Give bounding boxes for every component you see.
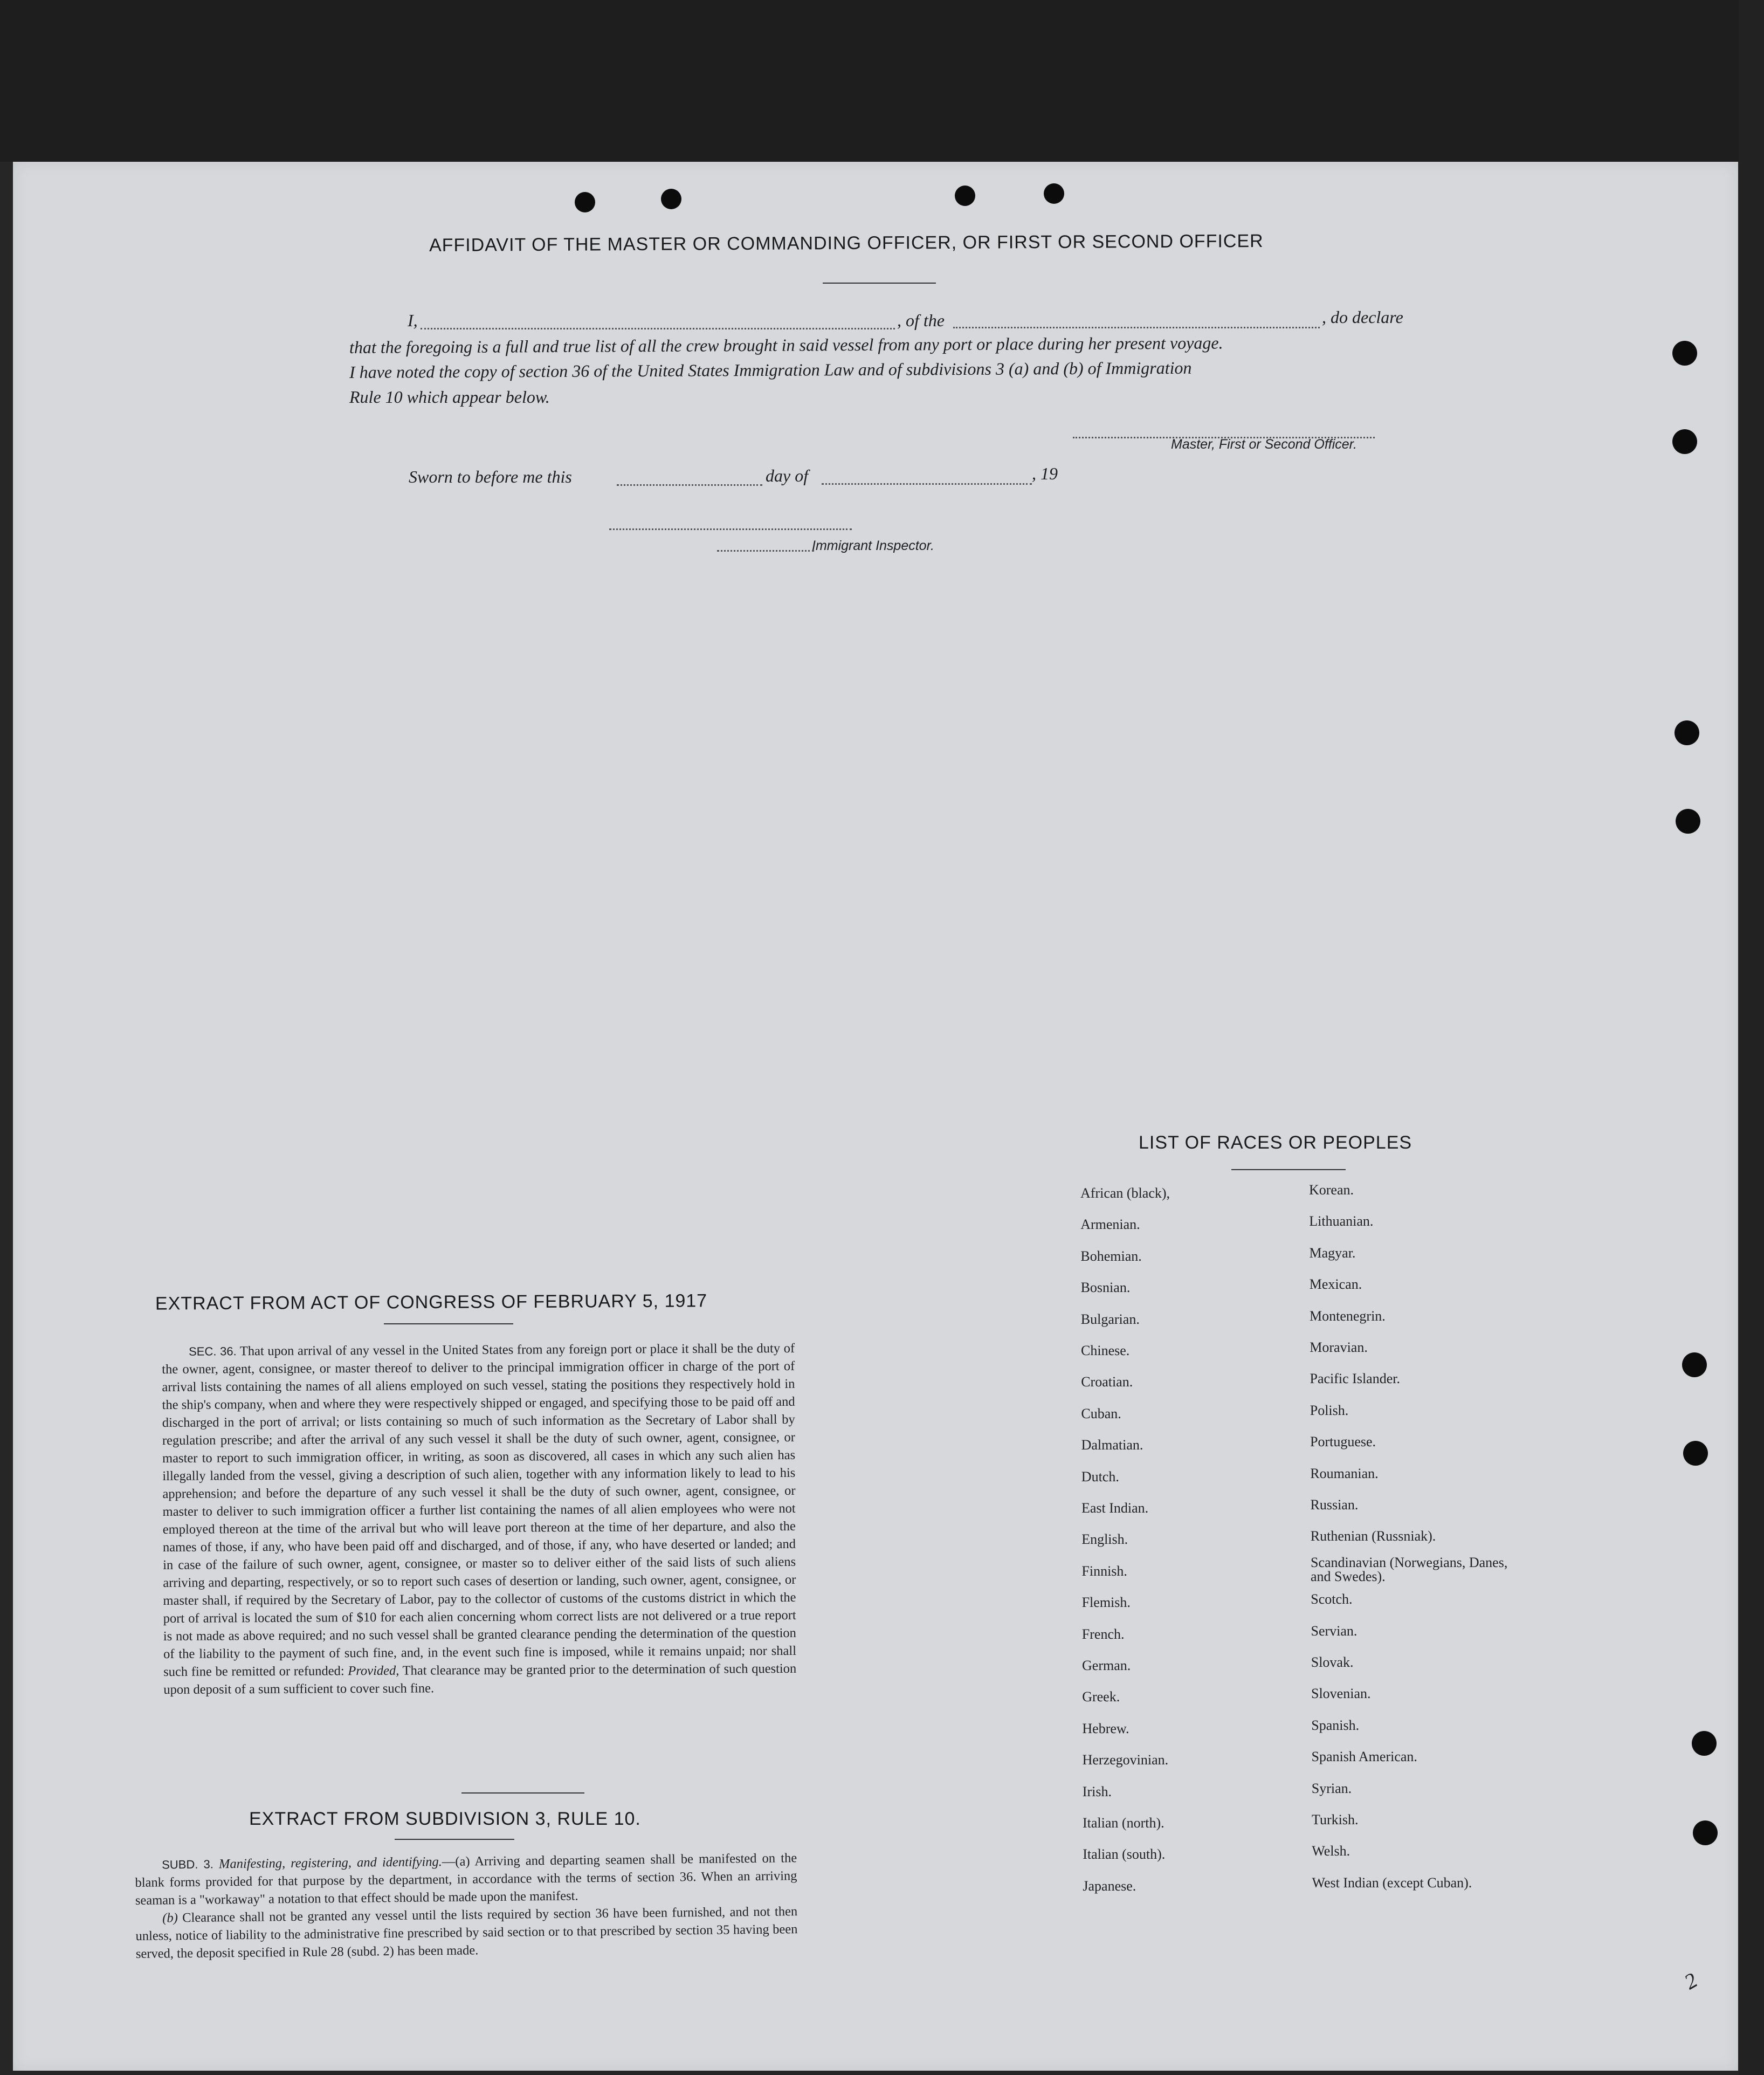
section-36-text <box>162 1339 796 1699</box>
provided-label: Provided, <box>348 1663 399 1679</box>
punch-hole <box>1672 341 1697 366</box>
section-label: SEC. 36. <box>189 1344 237 1358</box>
act-extract-title: EXTRACT FROM ACT OF CONGRESS OF FEBRUARY 5, 1917 <box>155 1290 708 1314</box>
punch-hole <box>1044 183 1064 204</box>
race-item: Finnish. <box>1081 1563 1127 1579</box>
act-extract-rule <box>384 1323 513 1324</box>
affidavit-body-line: Rule 10 which appear below. <box>349 387 550 407</box>
punch-hole <box>1676 809 1700 834</box>
inspector-signature-line <box>717 550 814 552</box>
subdivision-3-text <box>135 1849 798 1963</box>
act-extract-bottom-rule <box>461 1792 584 1794</box>
race-item: Welsh. <box>1312 1843 1350 1859</box>
subd-b-label: (b) <box>162 1911 178 1926</box>
race-item: Spanish American. <box>1311 1749 1417 1765</box>
race-item: Mexican. <box>1309 1276 1362 1293</box>
race-item: Dalmatian. <box>1081 1437 1143 1453</box>
race-item: Ruthenian (Russniak). <box>1310 1528 1436 1544</box>
affidavit-body-line: I have noted the copy of section 36 of the United States Immigration Law and of subdivisions 3 (a) and (b) of Immigration <box>349 358 1192 382</box>
punch-hole <box>661 189 681 209</box>
race-item: Scotch. <box>1311 1591 1353 1607</box>
race-item: Turkish. <box>1312 1812 1359 1827</box>
race-item: Greek. <box>1082 1689 1120 1705</box>
punch-hole <box>1692 1731 1717 1756</box>
punch-hole <box>955 185 975 206</box>
race-item: Servian. <box>1311 1623 1358 1639</box>
provided-body: That clearance may be granted prior to the determination of such question upon deposit of a sum sufficient to cover such fine. <box>163 1661 797 1697</box>
handwritten-page-mark: 2 <box>1680 1968 1701 1994</box>
race-item: Hebrew. <box>1082 1720 1129 1736</box>
punch-hole <box>1682 1352 1707 1377</box>
race-item: Slovenian. <box>1311 1686 1371 1702</box>
race-item: West Indian (except Cuban). <box>1312 1874 1472 1891</box>
race-item: German. <box>1082 1658 1131 1673</box>
race-item: Irish. <box>1082 1783 1112 1799</box>
race-item: Slovak. <box>1311 1654 1354 1670</box>
affidavit-title: AFFIDAVIT OF THE MASTER OR COMMANDING OFFICER, OR FIRST OR SECOND OFFICER <box>429 230 1264 256</box>
sworn-day-of: day of <box>766 466 809 485</box>
race-item: Italian (south). <box>1083 1846 1166 1863</box>
race-item: Chinese. <box>1081 1343 1130 1358</box>
race-item: Moravian. <box>1310 1339 1368 1355</box>
vessel-blank <box>953 327 1320 328</box>
race-item: Italian (north). <box>1083 1815 1164 1831</box>
race-item: East Indian. <box>1081 1500 1149 1516</box>
race-item: African (black), <box>1080 1185 1170 1201</box>
inspector-signature-line <box>609 528 852 530</box>
subd-b-body: Clearance shall not be granted any vessel until the lists required by section 36 have been furnished, and not then unless, notice of liability to the administrative fine prescribed by said section or to that prescribed by section 35 having been served, the deposit specified in Rule 28 (subd. 2) has been made. <box>135 1904 798 1961</box>
scan-background-top <box>0 0 1764 162</box>
race-item: Lithuanian. <box>1309 1213 1374 1229</box>
punch-hole <box>1683 1441 1708 1466</box>
sworn-text: Sworn to before me this <box>409 467 572 486</box>
race-item: Syrian. <box>1311 1780 1352 1796</box>
scan-background-right <box>1739 0 1764 2075</box>
race-item: Montenegrin. <box>1310 1308 1386 1324</box>
race-item: Spanish. <box>1311 1717 1360 1733</box>
race-item: Russian. <box>1310 1497 1359 1513</box>
punch-hole <box>575 192 595 212</box>
punch-hole <box>1693 1820 1718 1845</box>
sworn-month-blank <box>822 483 1032 485</box>
race-item: French. <box>1081 1626 1125 1642</box>
inspector-label: Immigrant Inspector. <box>812 538 934 553</box>
section-body: That upon arrival of any vessel in the United States from any foreign port or place it shall be the duty of the owner, agent, consignee, or master thereof to deliver to the principal immigration officer in charge of the port of arrival lists containing the names of all aliens employed on such vessel, stating the positions they respectively hold in the ship's company, when and where they were respectively shipped or engaged, and specifying those to be paid off and discharged in the port of arrival; or lists containing so much of such information as the Secretary of Labor shall by regulation prescribe; and after the arrival of any such vessel it shall be the duty of such owner, agent, consignee, or master to report to such immigration officer, in writing, as soon as discovered, all cases in which any such alien has illegally landed from the vessel, giving a description of such alien, together with any information likely to lead to his apprehension; and before the departure of any such vessel it shall be the duty of such owner, agent, consignee, or master to deliver to such immigration officer a further list containing the names of all alien employees who were not employed thereon at the time of the arrival but who will leave port thereon at the time of her departure, and also the names of those, if any, who have been paid off and discharged, and of those, if any, who have deserted or landed; and in case of the failure of such owner, agent, consignee, or master so to deliver either of the said lists of such aliens arriving and departing, respectively, or so to report such cases of desertion or landing, such owner, agent, consignee, or master shall, if required by the Secretary of Labor, pay to the collector of customs of the customs district in which the port of arrival is located the sum of $10 for each alien concerning whom correct lists are not delivered or a true report is not made as above required; and no such vessel shall be granted clearance pending the determination of the question of the liability to the payment of such fine, and, in the event such fine is imposed, while it remains unpaid; nor shall such fine be remitted or refunded: <box>162 1341 797 1679</box>
declare-i: I, <box>408 311 418 330</box>
subd-heading: Manifesting, registering, and identifying. <box>218 1854 442 1872</box>
race-item: Armenian. <box>1080 1217 1140 1233</box>
race-item: Pacific Islander. <box>1310 1371 1400 1387</box>
race-item: Roumanian. <box>1310 1465 1379 1481</box>
races-title: LIST OF RACES OR PEOPLES <box>1139 1132 1412 1153</box>
document-page <box>13 162 1738 2071</box>
race-item: Flemish. <box>1081 1595 1131 1611</box>
race-item: Cuban. <box>1081 1405 1121 1421</box>
affidavit-body-line: that the foregoing is a full and true list of all the crew brought in said vessel from any port or place during her present voyage. <box>349 333 1223 357</box>
race-item: Croatian. <box>1081 1374 1133 1390</box>
races-title-rule <box>1231 1169 1346 1170</box>
subd-label: SUBD. 3. <box>162 1857 213 1872</box>
declare-text: , do declare <box>1322 307 1403 327</box>
race-item: Dutch. <box>1081 1468 1119 1485</box>
sworn-day-blank <box>617 484 762 486</box>
rule-extract-title: EXTRACT FROM SUBDIVISION 3, RULE 10. <box>249 1809 641 1829</box>
master-signature-label: Master, First or Second Officer. <box>1171 437 1358 452</box>
rule-extract-rule <box>395 1839 514 1840</box>
race-item: Bohemian. <box>1080 1248 1142 1264</box>
declare-of-the: , of the <box>897 311 945 330</box>
name-blank <box>421 328 895 329</box>
race-item: Bosnian. <box>1080 1280 1131 1296</box>
race-item: Polish. <box>1310 1402 1349 1418</box>
subd-a-body: —(a) Arriving and departing seamen shall be manifested on the blank forms provided for that purpose by the department, in accordance with the terms of section 36. When an arriving seaman is a "workaway" a notation to that effect should be made upon the manifest. <box>135 1851 797 1908</box>
race-item: Portuguese. <box>1310 1434 1376 1450</box>
punch-hole <box>1675 720 1699 745</box>
race-item: Korean. <box>1309 1182 1354 1198</box>
race-item: English. <box>1081 1531 1128 1548</box>
affidavit-title-rule <box>823 283 936 284</box>
race-item: Bulgarian. <box>1080 1311 1140 1327</box>
race-item: Scandinavian (Norwegians, Danes, and Swedes). <box>1311 1554 1508 1584</box>
sworn-year: , 19 <box>1032 464 1058 483</box>
punch-hole <box>1672 429 1697 454</box>
race-item: Magyar. <box>1309 1245 1356 1261</box>
race-item: Herzegovinian. <box>1082 1752 1169 1768</box>
race-item: Japanese. <box>1083 1878 1136 1894</box>
